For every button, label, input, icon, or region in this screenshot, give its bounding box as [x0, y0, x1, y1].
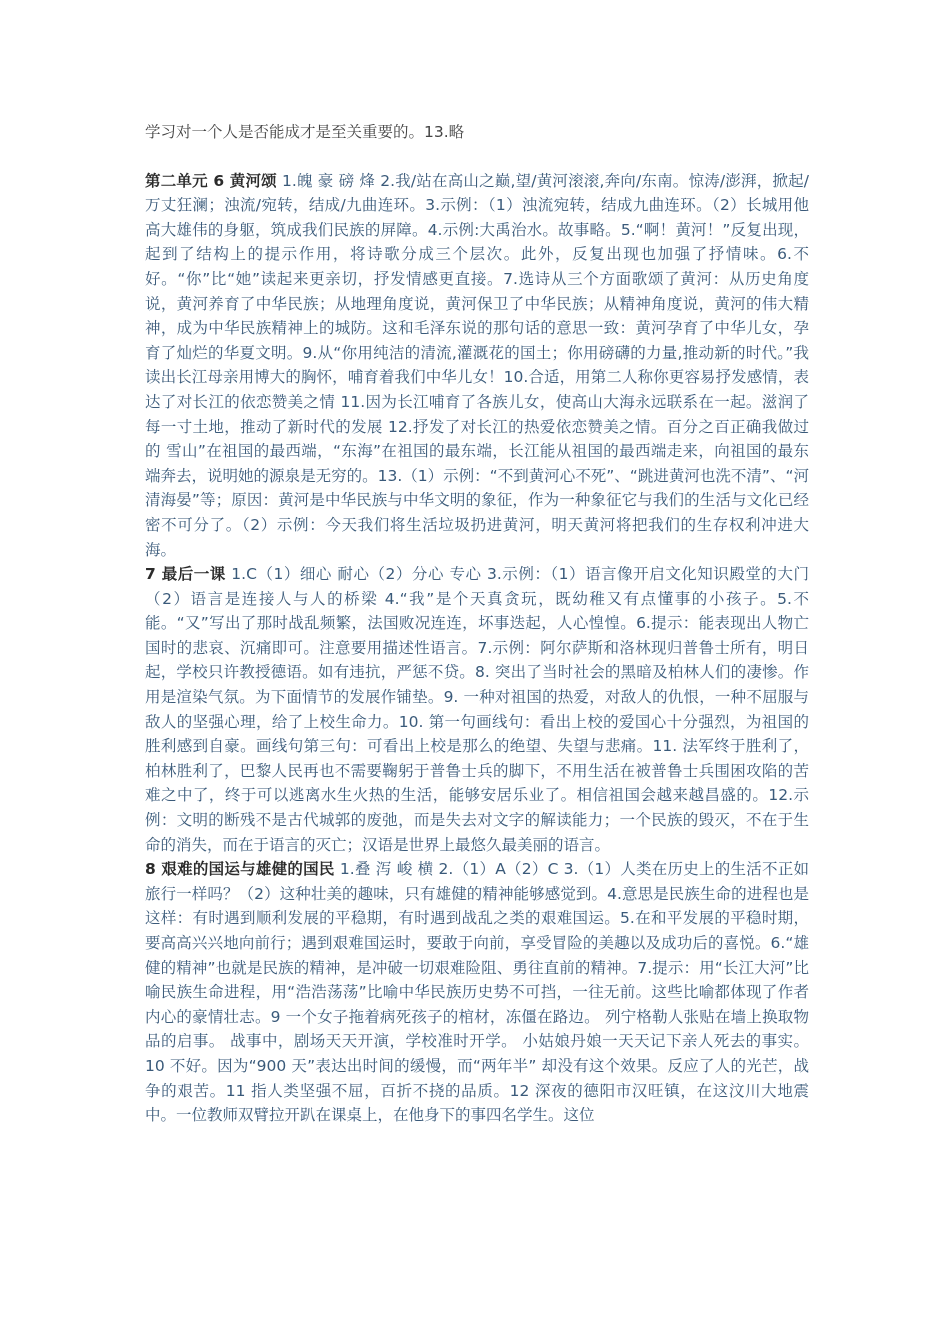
section-huanghe-song	[145, 169, 809, 563]
section-title-zuihou-yike: 7 最后一课	[145, 565, 226, 584]
section-zuihou-yike	[145, 562, 809, 857]
section-title-huanghe-song: 第二单元 6 黄河颂	[145, 171, 277, 190]
section-body-huanghe-song: 1.魄 豪 磅 烽 2.我/站在高山之巅,望/黄河滚滚,奔向/东南。惊涛/澎湃，掀起/万丈狂澜；浊流/宛转，结成/九曲连环。3.示例：（1）浊流宛转，结成九曲连环。（2）长城用他高大雄伟的身躯，筑成我们民族的屏障。4.示例:大禹治水。故事略。5.“啊！黄河！”反复出现，起到了结构上的提示作用，将诗歌分成三个层次。此外，反复出现也加强了抒情味。6.不好。“你”比“她”读起来更亲切，抒发情感更直接。7.选诗从三个方面歌颂了黄河：从历史角度说，黄河养育了中华民族；从地理角度说，黄河保卫了中华民族；从精神角度说，黄河的伟大精神，成为中华民族精神上的城防。这和毛泽东说的那句话的意思一致：黄河孕育了中华儿女，孕育了灿烂的华夏文明。9.从“你用纯洁的清流,灌溉花的国土；你用磅礴的力量,推动新的时代。”我读出长江母亲用博大的胸怀，哺育着我们中华儿女！10.合适，用第二人称你更容易抒发感情，表达了对长江的依恋赞美之情 11.因为长江哺育了各族儿女，使高山大海永远联系在一起。滋润了每一寸土地，推动了新时代的发展 12.抒发了对长江的热爱依恋赞美之情。百分之百正确我做过的 雪山”在祖国的最西端，“东海”在祖国的最东端，长江能从祖国的最西端走来，向祖国的最东端奔去，说明她的源泉是无穷的。13.（1）示例：“不到黄河心不死”、“跳进黄河也洗不清”、“河清海晏”等；原因：黄河是中华民族与中华文明的象征，作为一种象征它与我们的生活与文化已经密不可分了。（2）示例：今天我们将生活垃圾扔进黄河，明天黄河将把我们的生存权利冲进大海。	[145, 171, 810, 559]
paragraph-gap	[145, 145, 809, 169]
intro-line: 学习对一个人是否能成才是至关重要的。13.略	[145, 123, 465, 141]
section-title-jiannan-guoyun: 8 艰难的国运与雄健的国民	[145, 860, 335, 879]
section-jiannan-guoyun	[145, 857, 809, 1128]
section-body-jiannan-guoyun: 1.叠 泻 峻 横 2.（1）A（2）C 3.（1）人类在历史上的生活不正如旅行一样吗？（2）这种壮美的趣味，只有雄健的精神能够感觉到。4.意思是民族生命的进程也是这样：有时遇到顺利发展的平稳期，有时遇到战乱之类的艰难国运。5.在和平发展的平稳时期，要高高兴兴地向前行；遇到艰难国运时，要敢于向前，享受冒险的美趣以及成功后的喜悦。6.“雄健的精神”也就是民族的精神，是冲破一切艰难险阻、勇往直前的精神。7.提示：用“长江大河”比喻民族生命进程，用“浩浩荡荡”比喻中华民族历史势不可挡，一往无前。这些比喻都体现了作者内心的豪情壮志。9 一个女子拖着病死孩子的棺材，冻僵在路边。 列宁格勒人张贴在墙上换取物品的启事。 战事中，剧场天天开演，学校准时开学。 小姑娘丹娘一天天记下亲人死去的事实。 10 不好。因为“900 天”表达出时间的缓慢，而“两年半” 却没有这个效果。反应了人的光芒，战争的艰苦。11 指人类坚强不屈，百折不挠的品质。12 深夜的德阳市汉旺镇，在这汶川大地震中。一位教师双臂拉开趴在课桌上，在他身下的事四名学生。这位	[145, 860, 809, 1125]
section-body-zuihou-yike: 1.C（1）细心 耐心（2）分心 专心 3.示例：（1）语言像开启文化知识殿堂的大门（2）语言是连接人与人的桥梁 4.“我”是个天真贪玩，既幼稚又有点懂事的小孩子。5.不能。“又”写出了那时战乱频繁，法国败况连连，坏事迭起，人心惶惶。6.提示：能表现出人物亡国时的悲哀、沉痛即可。注意要用描述性语言。7.示例：阿尔萨斯和洛林现归普鲁士所有，明日起，学校只许教授德语。如有违抗，严惩不贷。8. 突出了当时社会的黑暗及柏林人们的凄惨。作用是渲染气氛。为下面情节的发展作铺垫。9. 一种对祖国的热爱，对敌人的仇恨，一种不屈服与敌人的坚强心理，给了上校生命力。10. 第一句画线句：看出上校的爱国心十分强烈，为祖国的胜利感到自豪。画线句第三句：可看出上校是那么的绝望、失望与悲痛。11. 法军终于胜利了，柏林胜利了，巴黎人民再也不需要鞠躬于普鲁士兵的脚下，不用生活在被普鲁士兵围困攻陷的苦难之中了，终于可以逃离水生火热的生活，能够安居乐业了。相信祖国会越来越昌盛的。12.示例：文明的断残不是古代城郭的废弛，而是失去对文字的解读能力；一个民族的毁灭，不在于生命的消失，而在于语言的灭亡；汉语是世界上最悠久最美丽的语言。	[145, 565, 809, 854]
document-page	[145, 120, 809, 1128]
